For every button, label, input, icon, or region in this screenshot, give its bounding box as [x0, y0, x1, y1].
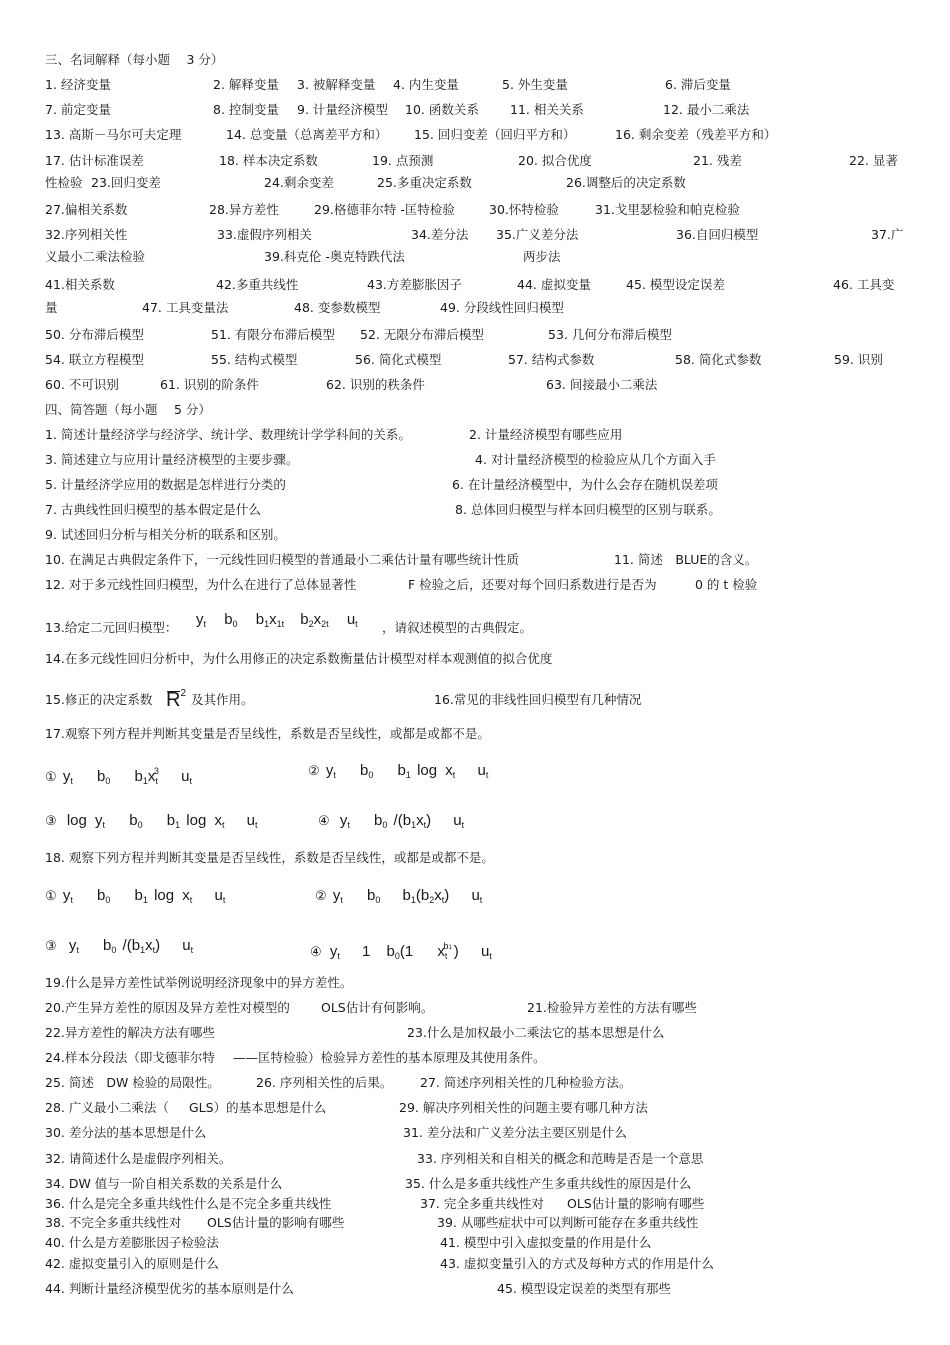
term-36: 36.自回归模型	[676, 227, 759, 242]
term-5: 5. 外生变量	[502, 77, 568, 92]
term-19: 19. 点预测	[372, 153, 434, 168]
term-50: 50. 分布滞后模型	[45, 327, 144, 342]
term-17: 17. 估计标准误差	[45, 153, 144, 168]
term-46: 46. 工具变	[833, 277, 895, 292]
question-32: 32. 请简述什么是虚假序列相关。	[45, 1151, 232, 1166]
term-41: 41.相关系数	[45, 277, 115, 292]
question-36: 36. 什么是完全多重共线性什么是不完全多重共线性	[45, 1196, 332, 1211]
term-63: 63. 间接最小二乘法	[546, 377, 658, 392]
question-19: 19.什么是异方差性试举例说明经济现象中的异方差性。	[45, 975, 353, 990]
question-10: 10. 在满足古典假定条件下，一元线性回归模型的普通最小二乘估计量有哪些统计性质	[45, 552, 519, 567]
term-10: 10. 函数关系	[405, 102, 479, 117]
question-8: 8. 总体回归模型与样本回归模型的区别与联系。	[455, 502, 721, 517]
equation-18-4: ④ $y_t$ 1 $b_0(1$ $x_t^{b1}$ ) $u_t$	[310, 941, 492, 961]
term-55: 55. 结构式模型	[211, 352, 298, 367]
term-3: 3. 被解释变量	[297, 77, 376, 92]
question-40: 40. 什么是方差膨胀因子检验法	[45, 1235, 219, 1250]
question-38: 38. 不完全多重共线性对	[45, 1215, 182, 1230]
term-62: 62. 识别的秩条件	[326, 377, 425, 392]
question-24: 24.样本分段法（即戈德菲尔特	[45, 1050, 215, 1065]
term-34: 34.差分法	[411, 227, 469, 242]
question-25: 25. 简述 DW 检验的局限性。	[45, 1075, 220, 1090]
term-35: 35.广义差分法	[496, 227, 579, 242]
equation-18-3: ③ $y_t$ $b_0$ $/(b_1x_t)$ $u_t$	[45, 937, 194, 955]
adjusted-r-squared: $R^2$	[166, 688, 187, 711]
question-16: 16.常见的非线性回归模型有几种情况	[434, 692, 642, 707]
question-13: 13.给定二元回归模型：	[45, 620, 178, 635]
term-60: 60. 不可识别	[45, 377, 119, 392]
equation-q13: $y_t$ $b_0$ $b_1x_{1t}$ $b_2x_{2t}$ $u_t$	[196, 611, 358, 629]
question-24-end: ——匡特检验）检验异方差性的基本原理及其使用条件。	[233, 1050, 546, 1065]
question-20-end: OLS估计有何影响。	[321, 1000, 434, 1015]
term-49: 49. 分段线性回归模型	[440, 300, 564, 315]
term-39: 39.科克伦 -奥克特跌代法	[264, 249, 405, 264]
term-13: 13. 高斯－马尔可夫定理	[45, 127, 182, 142]
term-43: 43.方差膨胀因子	[367, 277, 462, 292]
term-4: 4. 内生变量	[393, 77, 459, 92]
term-21: 21. 残差	[693, 153, 742, 168]
question-42: 42. 虚拟变量引入的原则是什么	[45, 1256, 219, 1271]
question-20: 20.产生异方差性的原因及异方差性对模型的	[45, 1000, 290, 1015]
term-12: 12. 最小二乘法	[663, 102, 750, 117]
question-34: 34. DW 值与一阶自相关系数的关系是什么	[45, 1176, 283, 1191]
term-51: 51. 有限分布滞后模型	[211, 327, 335, 342]
question-28: 28. 广义最小二乘法（	[45, 1100, 169, 1115]
question-41: 41. 模型中引入虚拟变量的作用是什么	[440, 1235, 652, 1250]
term-18: 18. 样本决定系数	[219, 153, 318, 168]
term-61: 61. 识别的阶条件	[160, 377, 259, 392]
term-54: 54. 联立方程模型	[45, 352, 144, 367]
term-48: 48. 变参数模型	[294, 300, 381, 315]
term-9: 9. 计量经济模型	[297, 102, 388, 117]
question-18: 18. 观察下列方程并判断其变量是否呈线性，系数是否呈线性，或都是或都不是。	[45, 850, 494, 865]
question-26: 26. 序列相关性的后果。	[256, 1075, 393, 1090]
term-25: 25.多重决定系数	[377, 175, 472, 190]
term-53: 53. 几何分布滞后模型	[548, 327, 672, 342]
term-30: 30.怀特检验	[489, 202, 559, 217]
question-12: 12. 对于多元线性回归模型，为什么在进行了总体显著性	[45, 577, 357, 592]
question-15: 15.修正的决定系数	[45, 692, 153, 707]
question-13-end: ，请叙述模型的古典假定。	[382, 620, 533, 635]
question-12-part-b: F 检验之后，还要对每个回归系数进行是否为	[408, 577, 657, 592]
term-29: 29.格德菲尔特 -匡特检验	[314, 202, 455, 217]
question-14: 14.在多元线性回归分析中，为什么用修正的决定系数衡量估计模型对样本观测值的拟合优度	[45, 651, 553, 666]
term-11: 11. 相关关系	[510, 102, 584, 117]
question-45: 45. 模型设定误差的类型有那些	[497, 1281, 671, 1296]
question-27: 27. 简述序列相关性的几种检验方法。	[420, 1075, 632, 1090]
term-47: 47. 工具变量法	[142, 300, 229, 315]
section-3-title: 三、名词解释（每小题 3 分）	[45, 52, 224, 67]
term-1: 1. 经济变量	[45, 77, 111, 92]
equation-17-4: ④ $y_t$ $b_0$ $/(b_1x_t)$ $u_t$	[318, 812, 465, 830]
question-15-end: 及其作用。	[191, 692, 254, 707]
question-37-end: OLS估计量的影响有哪些	[567, 1196, 705, 1211]
term-23: 23.回归变差	[91, 175, 161, 190]
question-2: 2. 计量经济模型有哪些应用	[469, 427, 623, 442]
equation-17-3: ③ $\log y_t$ $b_0$ $b_1$ $\log x_t$ $u_t$	[45, 812, 258, 830]
term-33: 33.虚假序列相关	[217, 227, 312, 242]
term-58: 58. 简化式参数	[675, 352, 762, 367]
equation-18-1: ① $y_t$ $b_0$ $b_1$ $\log x_t$ $u_t$	[45, 887, 226, 905]
term-16: 16. 剩余变差（残差平方和）	[615, 127, 777, 142]
equation-18-2: ② $y_t$ $b_0$ $b_1(b_2x_t)$ $u_t$	[315, 887, 483, 905]
question-5: 5. 计量经济学应用的数据是怎样进行分类的	[45, 477, 286, 492]
term-20: 20. 拟合优度	[518, 153, 592, 168]
term-28: 28.异方差性	[209, 202, 279, 217]
question-43: 43. 虚拟变量引入的方式及每种方式的作用是什么	[440, 1256, 714, 1271]
section-4-title: 四、简答题（每小题 5 分）	[45, 402, 211, 417]
term-7: 7. 前定变量	[45, 102, 111, 117]
term-56: 56. 简化式模型	[355, 352, 442, 367]
term-31: 31.戈里瑟检验和帕克检验	[595, 202, 740, 217]
term-22-cont: 性检验	[45, 175, 83, 190]
term-37: 37.广	[871, 227, 904, 242]
question-22: 22.异方差性的解决方法有哪些	[45, 1025, 215, 1040]
term-44: 44. 虚拟变量	[517, 277, 591, 292]
equation-17-1: ① $y_t$ $b_0$ $b_1x_t^3$ $u_t$	[45, 766, 192, 786]
question-23: 23.什么是加权最小二乘法它的基本思想是什么	[407, 1025, 665, 1040]
question-9: 9. 试述回归分析与相关分析的联系和区别。	[45, 527, 286, 542]
term-2: 2. 解释变量	[213, 77, 279, 92]
term-32: 32.序列相关性	[45, 227, 128, 242]
term-59: 59. 识别	[834, 352, 883, 367]
question-38-end: OLS估计量的影响有哪些	[207, 1215, 345, 1230]
term-57: 57. 结构式参数	[508, 352, 595, 367]
term-8: 8. 控制变量	[213, 102, 279, 117]
question-30: 30. 差分法的基本思想是什么	[45, 1125, 207, 1140]
question-29: 29. 解决序列相关性的问题主要有哪几种方法	[399, 1100, 648, 1115]
term-27: 27.偏相关系数	[45, 202, 128, 217]
question-3: 3. 简述建立与应用计量经济模型的主要步骤。	[45, 452, 299, 467]
term-22: 22. 显著	[849, 153, 898, 168]
question-33: 33. 序列相关和自相关的概念和范畴是否是一个意思	[417, 1151, 704, 1166]
question-12-part-c: 0 的 t 检验	[695, 577, 758, 592]
term-37-cont: 义最小二乘法检验	[45, 249, 146, 264]
term-45: 45. 模型设定误差	[626, 277, 725, 292]
question-11: 11. 简述 BLUE的含义。	[614, 552, 758, 567]
term-26: 26.调整后的决定系数	[566, 175, 686, 190]
question-7: 7. 古典线性回归模型的基本假定是什么	[45, 502, 261, 517]
term-46-cont: 量	[45, 300, 58, 315]
term-24: 24.剩余变差	[264, 175, 334, 190]
term-39-cont: 两步法	[523, 249, 561, 264]
equation-17-2: ② $y_t$ $b_0$ $b_1$ $\log x_t$ $u_t$	[308, 762, 489, 780]
question-28-end: GLS）的基本思想是什么	[189, 1100, 327, 1115]
question-21: 21.检验异方差性的方法有哪些	[527, 1000, 697, 1015]
term-42: 42.多重共线性	[216, 277, 299, 292]
question-17: 17.观察下列方程并判断其变量是否呈线性，系数是否呈线性，或都是或都不是。	[45, 726, 490, 741]
term-14: 14. 总变量（总离差平方和）	[226, 127, 388, 142]
question-37: 37. 完全多重共线性对	[420, 1196, 544, 1211]
question-39: 39. 从哪些症状中可以判断可能存在多重共线性	[437, 1215, 699, 1230]
question-1: 1. 简述计量经济学与经济学、统计学、数理统计学学科间的关系。	[45, 427, 411, 442]
term-6: 6. 滞后变量	[665, 77, 731, 92]
term-52: 52. 无限分布滞后模型	[360, 327, 484, 342]
question-44: 44. 判断计量经济模型优劣的基本原则是什么	[45, 1281, 294, 1296]
question-35: 35. 什么是多重共线性产生多重共线性的原因是什么	[405, 1176, 692, 1191]
question-31: 31. 差分法和广义差分法主要区别是什么	[403, 1125, 627, 1140]
question-4: 4. 对计量经济模型的检验应从几个方面入手	[475, 452, 716, 467]
term-15: 15. 回归变差（回归平方和）	[414, 127, 576, 142]
question-6: 6. 在计量经济模型中，为什么会存在随机误差项	[452, 477, 718, 492]
